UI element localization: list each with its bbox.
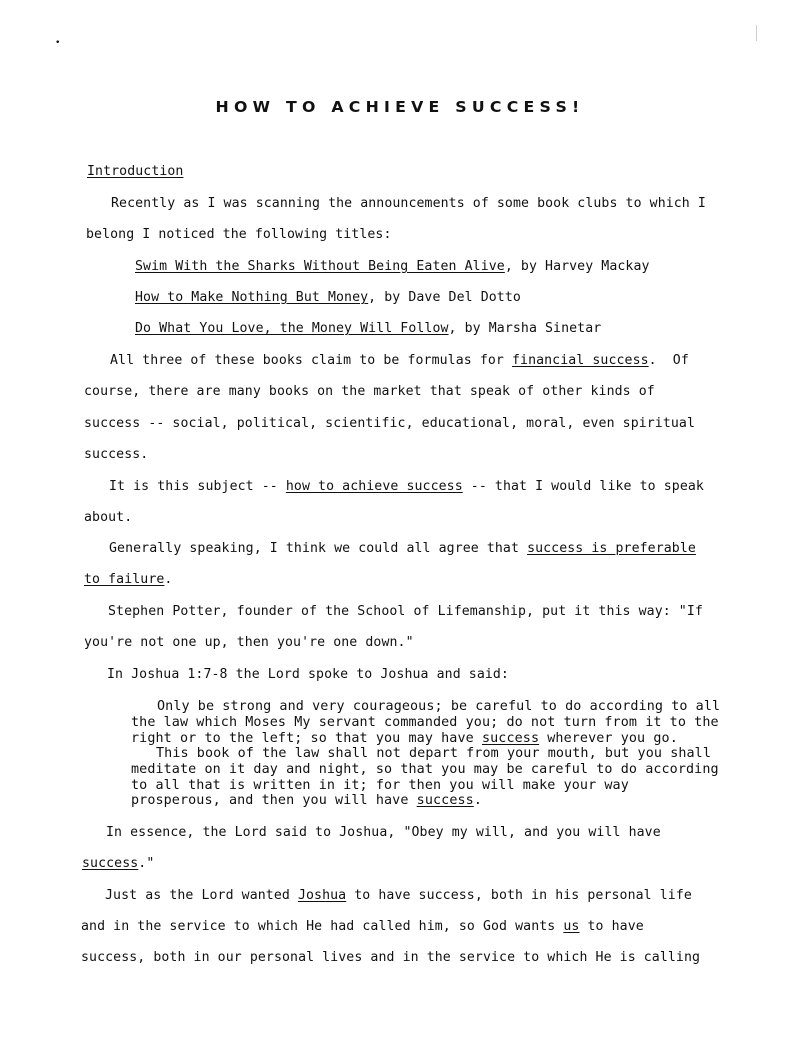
paragraph-8-line-3: success, both in our personal lives and in the service to which He is calling xyxy=(81,950,701,965)
paragraph-2-line-3: success -- social, political, scientific, educational, moral, even spiritual xyxy=(84,416,696,431)
book-author-2: , by Dave Del Dotto xyxy=(368,290,521,305)
paragraph-2-line-1: All three of these books claim to be formulas for financial success. Of xyxy=(110,353,689,368)
quote-line-7: prosperous, and then you will have success. xyxy=(131,793,482,808)
paragraph-4-line-1: Generally speaking, I think we could all agree that success is preferable xyxy=(109,541,696,556)
book-title-1: Swim With the Sharks Without Being Eaten Alive xyxy=(135,259,505,274)
book-entry-2 xyxy=(135,290,521,306)
quote-line-1: Only be strong and very courageous; be careful to do according to all xyxy=(157,699,721,714)
book-entry-3 xyxy=(135,321,601,337)
page-edge-line xyxy=(756,25,757,41)
quote-line-2: the law which Moses My servant commanded you; do not turn from it to the xyxy=(131,715,719,730)
paragraph-2-line-4: success. xyxy=(84,447,149,462)
paragraph-2-line-2: course, there are many books on the market that speak of other kinds of xyxy=(84,384,655,399)
document-title: HOW TO ACHIEVE SUCCESS! xyxy=(215,98,585,116)
paragraph-3-line-1: It is this subject -- how to achieve success -- that I would like to speak xyxy=(109,479,704,494)
paragraph-1-line-2: belong I noticed the following titles: xyxy=(86,227,392,242)
paragraph-1-line-1: Recently as I was scanning the announcements of some book clubs to which I xyxy=(111,196,706,211)
paragraph-8-line-1: Just as the Lord wanted Joshua to have success, both in his personal life xyxy=(105,888,692,903)
book-author-3: , by Marsha Sinetar xyxy=(448,321,602,336)
paragraph-7-line-2: success." xyxy=(82,856,155,871)
paragraph-7-line-1: In essence, the Lord said to Joshua, "Obey my will, and you will have xyxy=(106,825,661,840)
book-entry-1 xyxy=(135,259,650,275)
book-title-3: Do What You Love, the Money Will Follow xyxy=(135,321,449,336)
quote-line-6: to all that is written in it; for then you will make your way xyxy=(131,778,629,793)
quote-line-5: meditate on it day and night, so that you may be careful to do according xyxy=(131,762,719,777)
book-title-2: How to Make Nothing But Money xyxy=(135,290,369,305)
paragraph-3-line-2: about. xyxy=(84,510,133,525)
paragraph-4-line-2: to failure. xyxy=(84,572,173,587)
paragraph-5-line-1: Stephen Potter, founder of the School of Lifemanship, put it this way: "If xyxy=(108,604,703,619)
quote-line-3: right or to the left; so that you may have success wherever you go. xyxy=(131,731,678,746)
paragraph-5-line-2: you're not one up, then you're one down." xyxy=(84,635,414,650)
book-author-1: , by Harvey Mackay xyxy=(504,259,650,274)
corner-mark: • xyxy=(55,38,61,48)
quote-line-4: This book of the law shall not depart from your mouth, but you shall xyxy=(156,746,712,761)
paragraph-6-line-1: In Joshua 1:7-8 the Lord spoke to Joshua and said: xyxy=(107,667,509,682)
intro-heading: Introduction xyxy=(87,164,184,179)
paragraph-8-line-2: and in the service to which He had called him, so God wants us to have xyxy=(81,919,644,934)
